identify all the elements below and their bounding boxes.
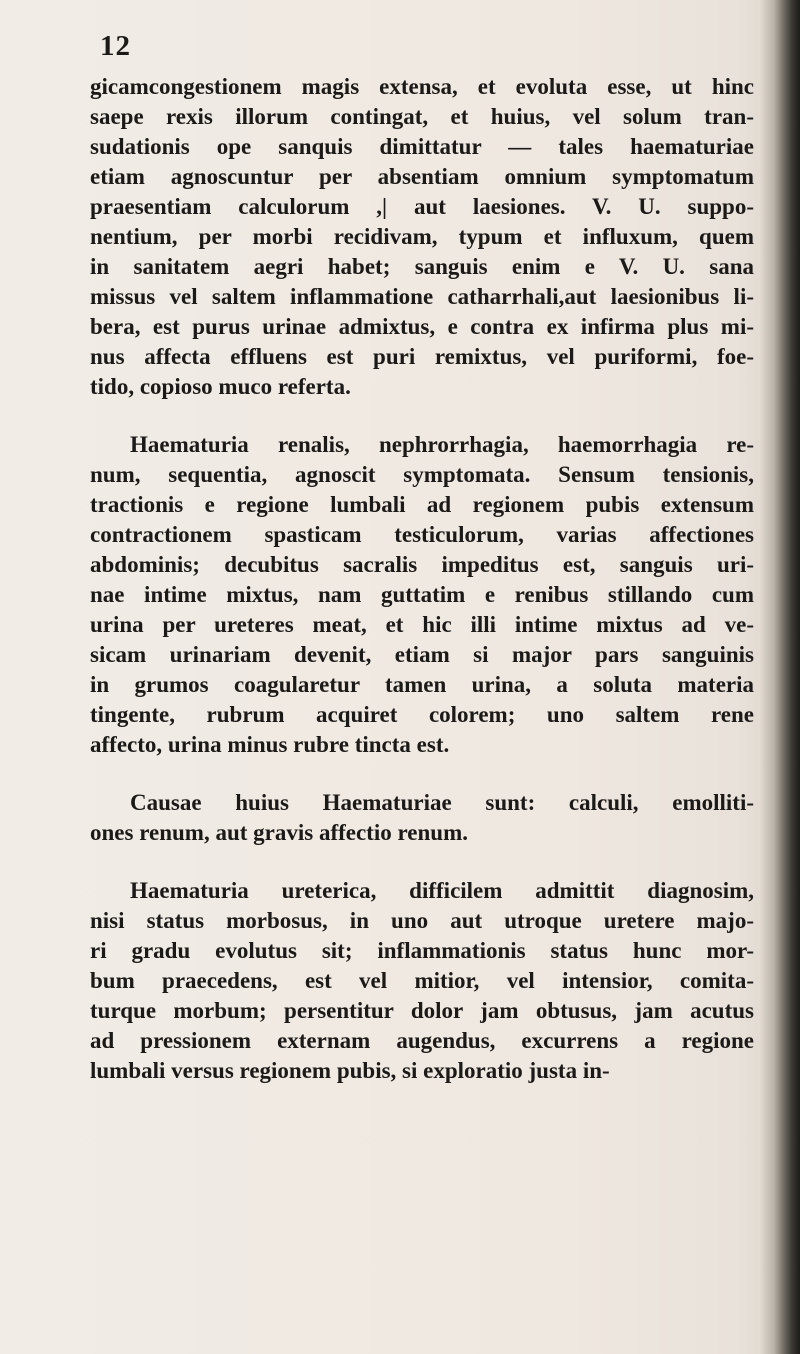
text-line: tractionis e regione lumbali ad regionem pubis extensum [90, 492, 754, 517]
text-line: Causae huius Haematuriae sunt: calculi, emolliti- [130, 790, 754, 815]
text-line: praesentiam calculorum ,| aut laesiones. V. U. suppo- [90, 194, 754, 219]
text-line: Haematuria ureterica, difficilem admittit diagnosim, [130, 878, 754, 903]
text-line: tido, copioso muco referta. [90, 374, 351, 399]
text-line: Haematuria renalis, nephrorrhagia, haemorrhagia re- [130, 432, 754, 457]
paragraph [90, 430, 754, 760]
text-line: affecto, urina minus rubre tincta est. [90, 732, 450, 757]
text-line: sicam urinariam devenit, etiam si major pars sanguinis [90, 642, 754, 667]
text-line: ad pressionem externam augendus, excurrens a regione [90, 1028, 754, 1053]
text-line: in grumos coagularetur tamen urina, a soluta materia [90, 672, 754, 697]
text-line: saepe rexis illorum contingat, et huius, vel solum tran- [90, 104, 754, 129]
text-line: nisi status morbosus, in uno aut utroque uretere majo- [90, 908, 754, 933]
page-number: 12 [100, 30, 131, 62]
text-line: lumbali versus regionem pubis, si exploratio justa in- [90, 1058, 610, 1083]
text-line: bum praecedens, est vel mitior, vel intensior, comita- [90, 968, 754, 993]
text-line: urina per ureteres meat, et hic illi intime mixtus ad ve- [90, 612, 754, 637]
text-line: abdominis; decubitus sacralis impeditus est, sanguis uri- [90, 552, 754, 577]
text-line: ri gradu evolutus sit; inflammationis status hunc mor- [90, 938, 754, 963]
binding-edge [760, 0, 800, 1354]
text-line: nentium, per morbi recidivam, typum et influxum, quem [90, 224, 754, 249]
text-line: in sanitatem aegri habet; sanguis enim e V. U. sana [90, 254, 754, 279]
text-line: missus vel saltem inflammatione catharrhali,aut laesionibus li- [90, 284, 754, 309]
paragraph [90, 788, 754, 848]
text-line: num, sequentia, agnoscit symptomata. Sensum tensionis, [90, 462, 754, 487]
text-line: etiam agnoscuntur per absentiam omnium symptomatum [90, 164, 754, 189]
text-line: contractionem spasticam testiculorum, varias affectiones [90, 522, 754, 547]
text-line: sudationis ope sanquis dimittatur — tales haematuriae [90, 134, 754, 159]
text-line: nus affecta effluens est puri remixtus, vel puriformi, foe- [90, 344, 754, 369]
paragraph [90, 876, 754, 1086]
text-line: gicamcongestionem magis extensa, et evoluta esse, ut hinc [90, 74, 754, 99]
text-line: nae intime mixtus, nam guttatim e renibus stillando cum [90, 582, 754, 607]
text-line: bera, est purus urinae admixtus, e contra ex infirma plus mi- [90, 314, 754, 339]
text-body [90, 72, 754, 1114]
paragraph [90, 72, 754, 402]
text-line: tingente, rubrum acquiret colorem; uno saltem rene [90, 702, 754, 727]
text-line: turque morbum; persentitur dolor jam obtusus, jam acutus [90, 998, 754, 1023]
text-line: ones renum, aut gravis affectio renum. [90, 820, 468, 845]
